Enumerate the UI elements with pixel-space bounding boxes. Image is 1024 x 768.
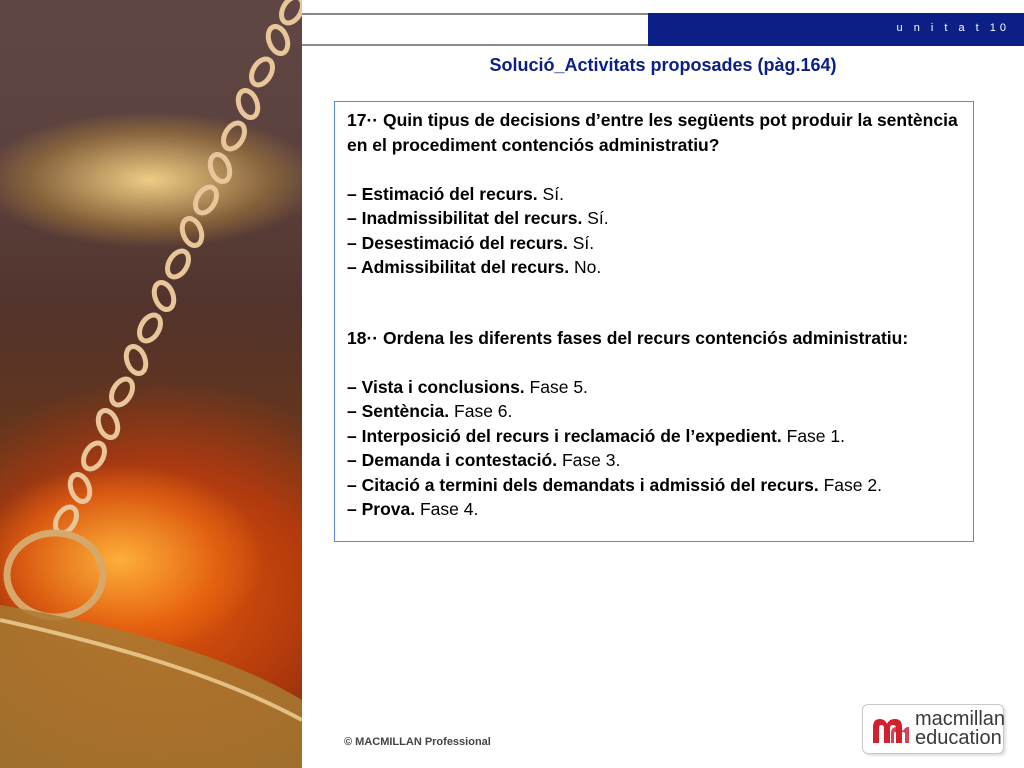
- macmillan-logo: [862, 704, 1004, 754]
- q18-item-answer: Fase 1.: [786, 425, 845, 446]
- q17-item-answer: Sí.: [587, 208, 609, 228]
- q17-item-term: – Desestimació del recurs.: [347, 232, 568, 253]
- q18-item-answer: Fase 5.: [529, 376, 588, 397]
- q17-item: [347, 255, 961, 280]
- q17-item-term: – Estimació del recurs.: [347, 183, 538, 204]
- q18-item-term: – Vista i conclusions.: [347, 376, 525, 397]
- page-title: Solució_Activitats proposades (pàg.164): [489, 55, 837, 75]
- spacer: [347, 280, 961, 326]
- q18-item-answer: Fase 6.: [454, 401, 513, 421]
- unit-label: u n i t a t 10: [896, 22, 1010, 34]
- q18-item-term: – Citació a termini dels demandats i admissió del recurs.: [347, 474, 819, 495]
- q17-item: [347, 231, 961, 256]
- q18-item-term: – Prova.: [347, 499, 416, 519]
- q18-item-term: – Sentència.: [347, 401, 450, 421]
- q18-item-term: – Interposició del recurs i reclamació de l’expedient.: [347, 425, 782, 446]
- q18-item: [347, 399, 961, 424]
- q17-item-answer: No.: [573, 257, 602, 277]
- q17-item-answer: Sí.: [542, 183, 564, 204]
- answers-box: [334, 101, 974, 542]
- q18-item: [347, 473, 961, 498]
- macmillan-logo-icon: [871, 713, 911, 747]
- q17-item-term: – Inadmissibilitat del recurs.: [347, 208, 583, 228]
- q18-item-answer: Fase 4.: [419, 499, 479, 519]
- logo-line1: macmillan: [915, 708, 1006, 730]
- q17-item-term: – Admissibilitat del recurs.: [347, 257, 570, 277]
- spacer: [347, 157, 961, 182]
- q17-item: [347, 206, 961, 231]
- q18-item-answer: Fase 2.: [823, 474, 882, 495]
- copyright-text: © MACMILLAN Professional: [344, 736, 491, 748]
- logo-line2: education: [915, 727, 1002, 749]
- unit-header-bar: [648, 13, 1024, 46]
- logo-wordmark: [915, 710, 1005, 748]
- header-rule: [302, 13, 648, 46]
- q17-item-answer: Sí.: [572, 232, 595, 253]
- q18-item-term: – Demanda i contestació.: [347, 450, 558, 470]
- q18-item: [347, 448, 961, 473]
- question-17: 17·· Quin tipus de decisions d’entre les següents pot produir la sentència en el procediment contenciós administratiu?: [347, 110, 958, 155]
- q18-item: [347, 424, 961, 449]
- chain-illustration: [0, 0, 302, 768]
- q18-item-answer: Fase 3.: [561, 450, 621, 470]
- q17-item: [347, 182, 961, 207]
- q18-item: [347, 375, 961, 400]
- spacer: [347, 350, 961, 375]
- scale-chain-photo: [0, 0, 302, 768]
- question-18: 18·· Ordena les diferents fases del recurs contenciós administratiu:: [347, 327, 909, 348]
- q18-item: [347, 497, 961, 522]
